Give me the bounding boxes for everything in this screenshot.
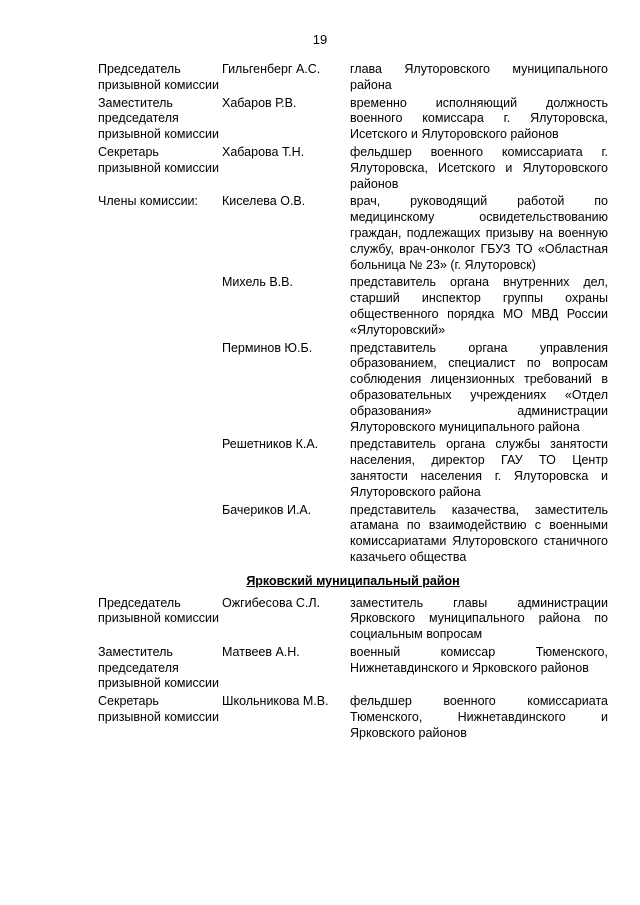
role-label: Секретарь призывной комиссии [98,144,219,175]
commission-row [98,645,608,692]
person-name: Ожгибесова С.Л. [222,595,321,610]
person-name: Михель В.В. [222,275,293,290]
role-label [98,503,222,566]
commission-row [98,96,608,143]
position-description: заместитель главы администрации Ярковского муниципального района по социальным вопросам [350,595,608,642]
person-name: Бачериков И.А. [222,502,312,517]
person-name: Школьникова М.В. [222,694,329,709]
position-description: представитель органа внутренних дел, старший инспектор группы охраны общественного порядка МО МВД России «Ялуторовский» [350,275,608,337]
person-name: Перминов Ю.Б. [222,340,313,355]
position-description: представитель органа службы занятости населения, директор ГАУ ТО Центр занятости населения г. Ялуторовска и Ялуторовского района [350,437,608,499]
role-label: Члены комиссии: [98,194,199,209]
commission-row [98,194,608,273]
commission-row [98,503,608,566]
person-name: Киселева О.В. [222,194,306,209]
role-label: Председатель призывной комиссии [98,62,219,92]
section-title: Ярковский муниципальный район [246,573,460,588]
role-label [98,341,222,436]
person-name: Хабарова Т.Н. [222,144,305,159]
position-description: фельдшер военного комиссариата г. Ялуторовска, Исетского и Ялуторовского районов [350,144,608,191]
role-label: Секретарь призывной комиссии [98,694,219,725]
position-description: временно исполняющий должность военного комиссара г. Ялуторовска, Исетского и Ялуторовского районов [350,95,608,142]
position-description: фельдшер военного комиссариата Тюменского, Нижнетавдинского и Ярковского районов [350,694,608,740]
position-description: представитель казачества, заместитель атамана по взаимодействию с военными комиссариатами Ялуторовского станичного казачьего общества [350,502,608,564]
role-label [98,437,222,500]
person-name: Матвеев А.Н. [222,644,300,659]
document-body [98,62,608,744]
role-label: Председатель призывной комиссии [98,595,219,626]
position-description: врач, руководящий работой по медицинскому освидетельствованию граждан, подлежащих призыву на военную службу, врач-онколог ГБУЗ ТО «Областная больница № 23» (г. Ялуторовск) [350,194,608,272]
position-description: глава Ялуторовского муниципального района [350,62,608,92]
commission-row [98,596,608,643]
commission-row [98,145,608,192]
role-label: Заместитель председателя призывной комиссии [98,95,219,142]
commission-row [98,341,608,436]
position-description: представитель органа управления образованием, специалист по вопросам соблюдения лицензионных требований в образовательных учреждениях «Отдел образования» администрации Ялуторовского муниципального района [350,340,608,434]
position-description: военный комиссар Тюменского, Нижнетавдинского и Ярковского районов [350,644,608,675]
person-name: Решетников К.А. [222,437,319,452]
person-name: Гильгенберг А.С. [222,62,321,76]
commission-row [98,694,608,741]
role-label: Заместитель председателя призывной комиссии [98,644,219,691]
commission-row [98,62,608,94]
page-number: 19 [312,32,328,47]
person-name: Хабаров Р.В. [222,95,297,110]
commission-row [98,275,608,338]
role-label [98,275,222,338]
commission-row [98,437,608,500]
